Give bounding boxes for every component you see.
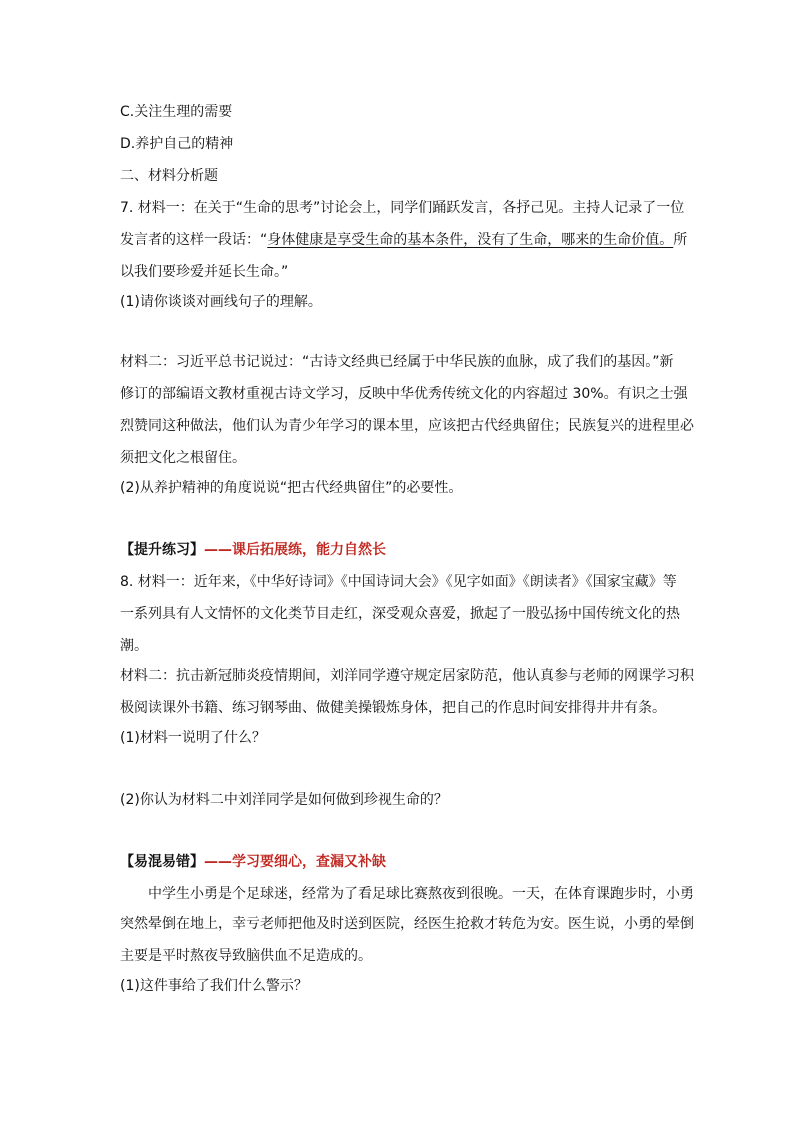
- q8-line-3: 潮。: [120, 638, 148, 654]
- section-title-material-analysis: 二、材料分析题: [120, 168, 218, 184]
- q8-subquestion-2: (2)你认为材料二中刘洋同学是如何做到珍视生命的？: [120, 792, 448, 808]
- q7-subquestion-2: (2)从养护精神的角度说说“把古代经典留住”的必要性。: [120, 480, 463, 496]
- q8-line-2: 一系列具有人文情怀的文化类节目走红，深受观众喜爱，掀起了一股弘扬中国传统文化的热: [120, 606, 680, 622]
- q9-subquestion-1: (1)这件事给了我们什么警示？: [120, 978, 308, 994]
- q9-line-1: 中学生小勇是个足球迷，经常为了看足球比赛熬夜到很晚。一天，在体育课跑步时，小勇: [148, 886, 694, 902]
- q8-material-2-line-1: 材料二：抗击新冠肺炎疫情期间，刘洋同学遵守规定居家防范，他认真参与老师的网课学习积: [120, 668, 694, 684]
- q8-subquestion-1: (1)材料一说明了什么？: [120, 730, 266, 746]
- section-label-yihun: 【易混易错】: [120, 854, 204, 870]
- section-label-tisheng: 【提升练习】: [120, 542, 204, 558]
- q7-underlined-sentence: 身体健康是享受生命的基本条件，没有了生命，哪来的生命价值。: [267, 232, 674, 248]
- q7-line-2-post: 所: [673, 232, 688, 248]
- option-c: C.关注生理的需要: [120, 104, 233, 120]
- section-heading-yihun: [120, 852, 386, 872]
- q7-subquestion-1: (1)请你谈谈对画线句子的理解。: [120, 294, 322, 310]
- option-d: D.养护自己的精神: [120, 136, 234, 152]
- q7-line-2: [120, 230, 687, 250]
- q9-line-3: 主要是平时熬夜导致脑供血不足造成的。: [120, 948, 372, 964]
- q7-line-3: 以我们要珍爱并延长生命。”: [120, 264, 289, 280]
- section-slogan-yihun: ——学习要细心，查漏又补缺: [204, 854, 386, 870]
- q7-material-2-line-2: 修订的部编语文教材重视古诗文学习，反映中华优秀传统文化的内容超过 30%。有识之士强: [120, 386, 688, 402]
- q7-material-2-line-4: 须把文化之根留住。: [120, 450, 246, 466]
- q7-material-2-line-3: 烈赞同这种做法，他们认为青少年学习的课本里，应该把古代经典留住；民族复兴的进程里必: [120, 418, 694, 434]
- q7-line-1: 7. 材料一：在关于“生命的思考”讨论会上，同学们踊跃发言，各抒己见。主持人记录了一位: [120, 200, 685, 216]
- q9-line-2: 突然晕倒在地上，幸亏老师把他及时送到医院，经医生抢救才转危为安。医生说，小勇的晕倒: [120, 916, 694, 932]
- q7-material-2-line-1: 材料二：习近平总书记说过：“古诗文经典已经属于中华民族的血脉，成了我们的基因。”新: [120, 354, 674, 370]
- section-slogan-tisheng: ——课后拓展练，能力自然长: [204, 542, 386, 558]
- q7-line-2-pre: 发言者的这样一段话：“: [120, 232, 268, 248]
- q8-line-1: 8. 材料一：近年来，《中华好诗词》《中国诗词大会》《见字如面》《朗读者》《国家宝藏》等: [120, 574, 677, 590]
- section-heading-tisheng: [120, 540, 386, 560]
- q8-material-2-line-2: 极阅读课外书籍、练习钢琴曲、做健美操锻炼身体，把自己的作息时间安排得井井有条。: [120, 700, 666, 716]
